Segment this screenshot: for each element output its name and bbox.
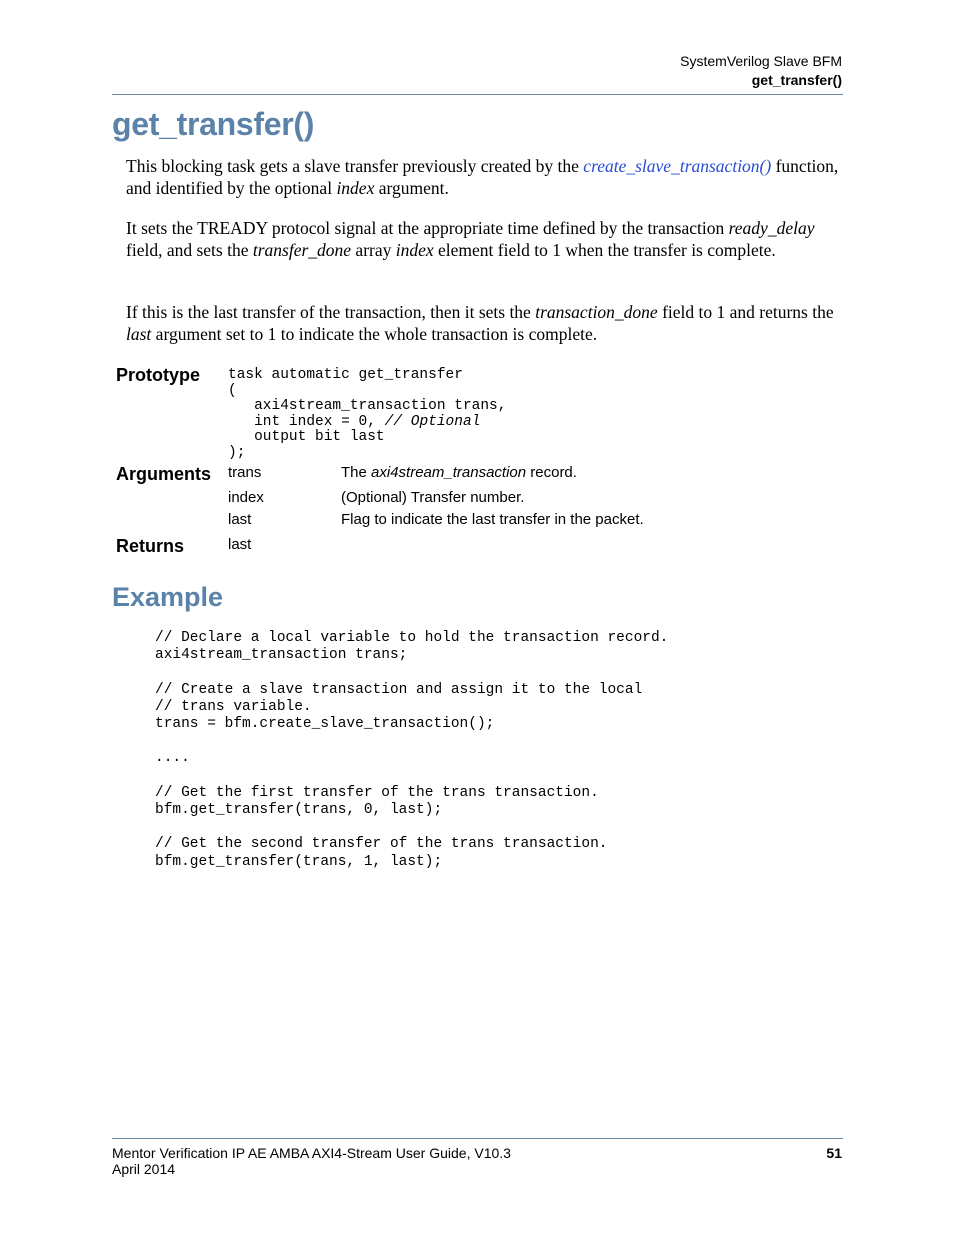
header-rule [112,94,843,95]
arg-desc-trans [341,464,577,481]
p3-italic-last: last [126,324,152,344]
example-code: // Declare a local variable to hold the transaction record. axi4stream_transaction trans; // Create a slave transaction and assign it to the local // trans variable. trans = bfm.create_slave_transaction(); .... // Get the first transfer of the trans transaction. bfm.get_transfer(trans, 0, last); // Get the second transfer of the trans transaction. bfm.get_transfer(trans, 1, last); [155,630,669,870]
example-heading: Example [112,582,224,612]
p2-italic-ready-delay: ready_delay [728,218,815,238]
footer-rule [112,1138,843,1139]
proto-comment: // Optional [384,413,481,430]
p3-text: If this is the last transfer of the transaction, then it sets the [126,302,536,322]
arg-name-last: last [228,511,252,528]
p3-text-3: argument set to 1 to indicate the whole transaction is complete. [151,324,598,344]
p1-text: This blocking task gets a slave transfer previously created by the [126,156,584,176]
p2-text-4: element field to 1 when the transfer is complete. [433,240,776,260]
p3-italic-transaction-done: transaction_done [535,302,658,322]
arg-desc-trans-italic: axi4stream_transaction [371,464,527,481]
arg-desc-trans-a: The [341,464,372,481]
header-section: SystemVerilog Slave BFM [680,53,842,69]
proto-line-1: task automatic get_transfer [228,367,463,383]
footer-doc-title: Mentor Verification IP AE AMBA AXI4-Stream User Guide, V10.3 [112,1145,511,1161]
paragraph-2 [126,217,842,261]
arg-desc-last: Flag to indicate the last transfer in the packet. [341,511,644,528]
running-header [680,52,842,90]
p1-text-2: function, and identified by the optional [126,156,839,198]
paragraph-3 [126,301,842,345]
proto-line-3: axi4stream_transaction trans, [228,398,507,414]
proto-line-6: ); [228,444,246,461]
create-slave-transaction-link[interactable]: create_slave_transaction() [583,156,772,176]
footer-date: April 2014 [112,1161,176,1177]
footer-text [112,1145,511,1177]
p2-italic-index: index [395,240,434,260]
returns-value: last [228,536,252,553]
header-topic: get_transfer() [751,72,842,88]
proto-line-2: ( [228,382,237,399]
p2-italic-transfer-done: transfer_done [252,240,352,260]
p2-text: It sets the TREADY protocol signal at the appropriate time defined by the transaction [126,218,729,238]
page-number: 51 [826,1145,842,1161]
page-title: get_transfer() [112,106,315,142]
arg-name-trans: trans [228,464,262,481]
arguments-label: Arguments [116,464,212,484]
p1-text-3: argument. [374,178,449,198]
proto-line-4: int index = 0, [228,413,385,430]
arg-name-index: index [228,489,264,506]
returns-label: Returns [116,536,185,556]
arg-desc-index: (Optional) Transfer number. [341,489,525,506]
paragraph-1 [126,155,842,199]
p2-text-2: field, and sets the [126,240,253,260]
p3-text-2: field to 1 and returns the [657,302,834,322]
prototype-label: Prototype [116,365,201,385]
prototype-code [228,368,506,461]
arg-desc-trans-b: record. [526,464,577,481]
p2-text-3: array [351,240,396,260]
p1-italic-index: index [336,178,375,198]
proto-line-5: output bit last [228,429,385,445]
